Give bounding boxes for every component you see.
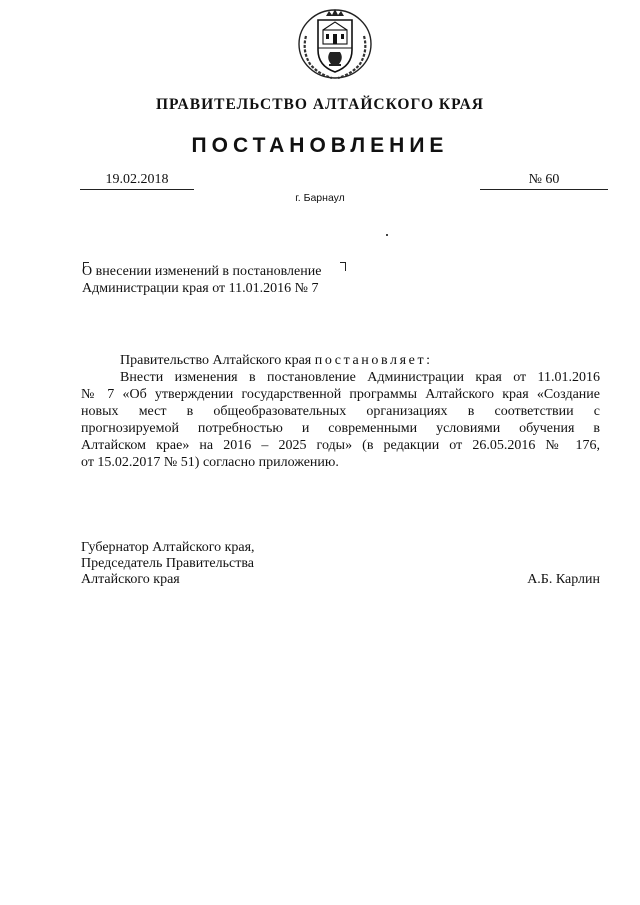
preamble-verb: постановляет: — [314, 353, 433, 368]
body-line: новых мест в общеобразовательных организациях в соответствии с — [81, 404, 600, 419]
stray-dot — [386, 234, 388, 236]
document-date: 19.02.2018 — [105, 172, 169, 187]
preamble-lead: Правительство Алтайского края — [120, 353, 315, 368]
body-line: прогнозируемой потребностью и современными условиями обучения в — [81, 421, 600, 436]
preamble — [120, 352, 433, 369]
organization-name: ПРАВИТЕЛЬСТВО АЛТАЙСКОГО КРАЯ — [156, 96, 484, 113]
number-underline — [480, 189, 608, 190]
signatory-name: А.Б. Карлин — [527, 572, 600, 587]
subject-line-1: О внесении изменений в постановление — [82, 264, 322, 279]
city-name: г. Барнаул — [295, 192, 345, 204]
coat-of-arms-icon — [296, 6, 374, 80]
body-line: от 15.02.2017 № 51) согласно приложению. — [81, 455, 339, 470]
body-line: Внести изменения в постановление Администрации края от 11.01.2016 — [120, 370, 600, 385]
signatory-title-line: Губернатор Алтайского края, — [81, 540, 255, 555]
signatory-title — [81, 540, 255, 588]
resolution-body — [81, 369, 600, 471]
signatory-title-line: Председатель Правительства — [81, 556, 254, 571]
document-type: ПОСТАНОВЛЕНИЕ — [191, 134, 449, 157]
document-number: № 60 — [528, 172, 560, 187]
date-underline — [80, 189, 194, 190]
body-line: Алтайском крае» на 2016 – 2025 годы» (в редакции от 26.05.2016 № 176, — [81, 438, 600, 453]
body-line: № 7 «Об утверждении государственной программы Алтайского края «Создание — [81, 387, 600, 402]
signatory-title-line: Алтайского края — [81, 572, 180, 587]
subject-bracket-right — [340, 262, 346, 271]
subject-line-2: Администрации края от 11.01.2016 № 7 — [82, 281, 319, 296]
document-subject — [82, 263, 321, 297]
